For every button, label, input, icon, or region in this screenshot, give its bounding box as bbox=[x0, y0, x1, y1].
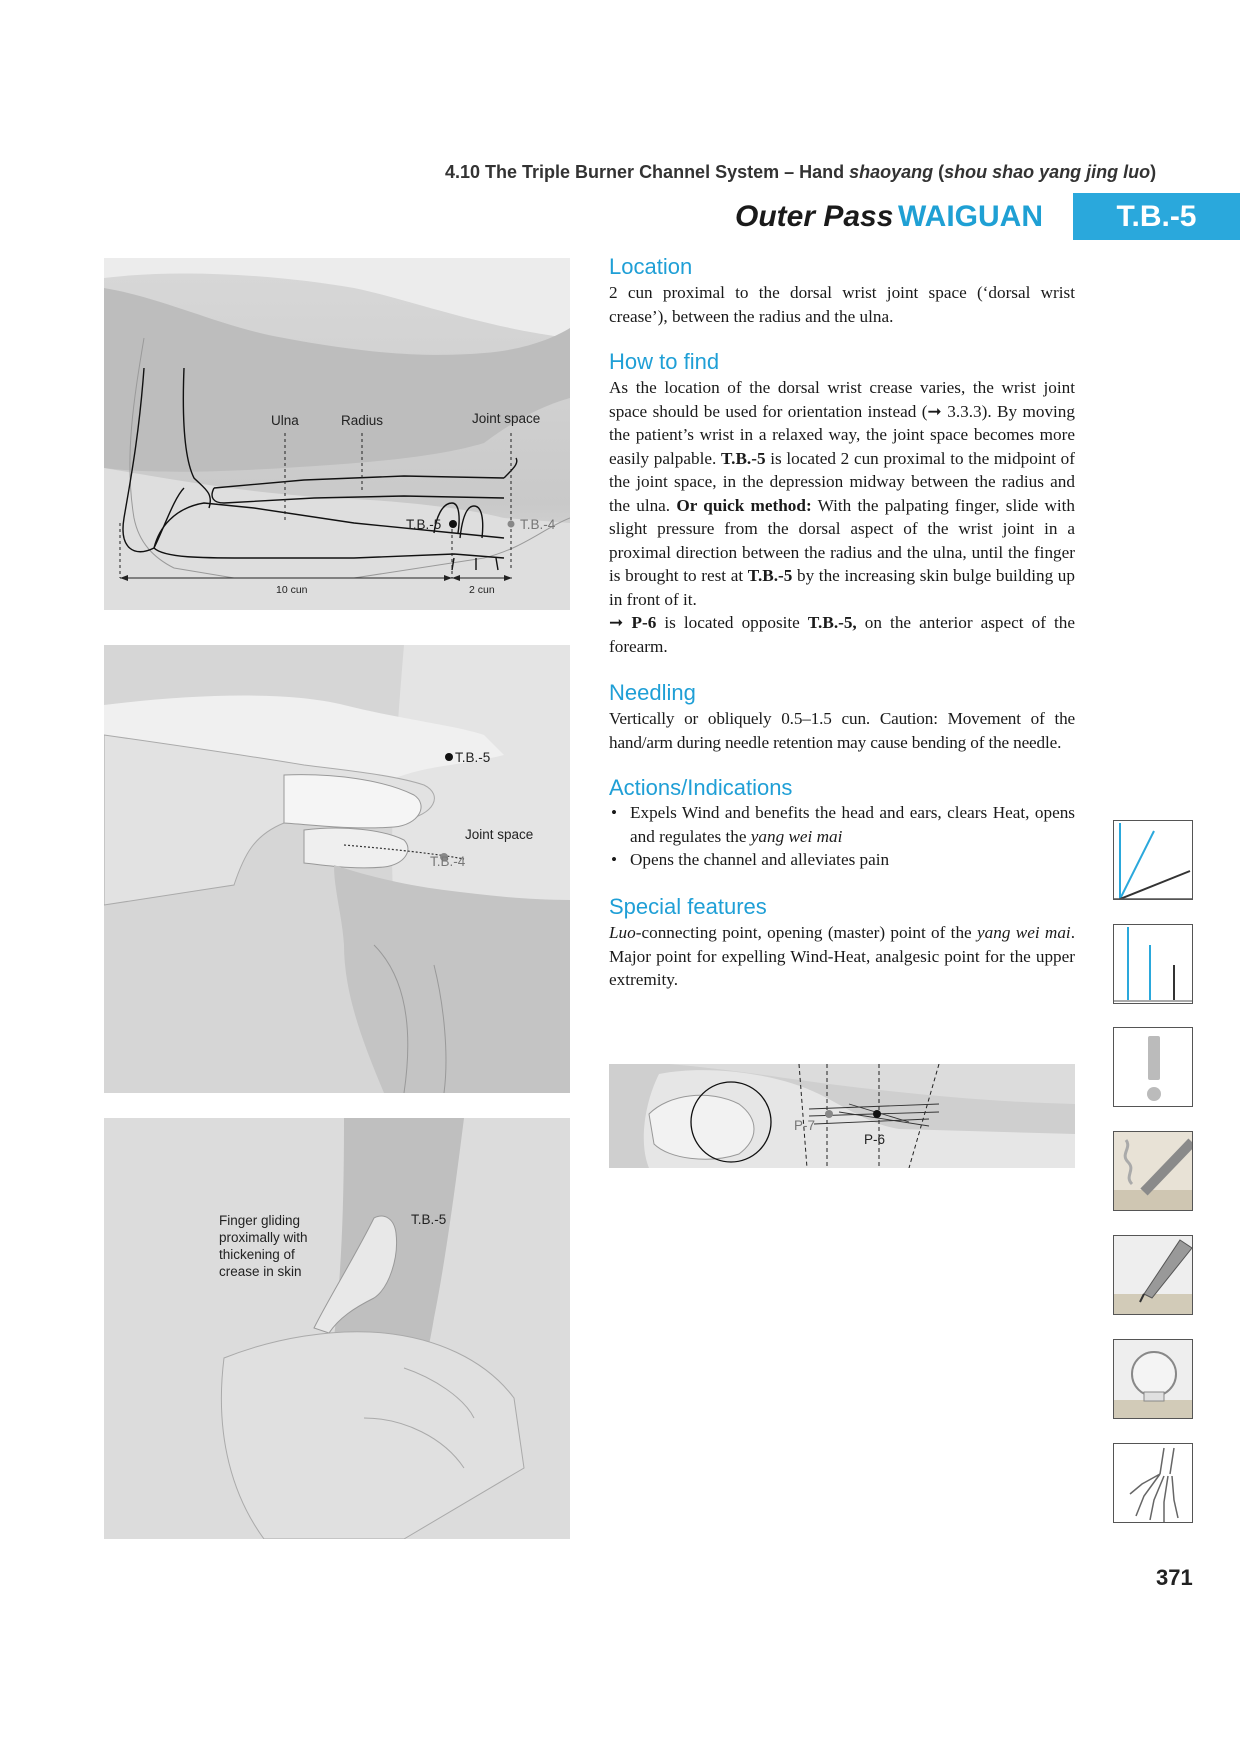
label-tb4: T.B.-4 bbox=[520, 517, 556, 532]
figure-finger-gliding bbox=[104, 1118, 570, 1539]
how-to-find-text: As the location of the dorsal wrist crease varies, the wrist joint space should be used for orientation instead (➞ 3.3.3). By moving the patient’s wrist in a relaxed way, the joint space becomes more easily palpable. T.B.-5 is located 2 cun proximal to the midpoint of the joint space, in the depression midway between the radius and the ulna. Or quick method: With the palpating finger, slide with slight pressure from the dorsal aspect of the wrist joint in a proximal direction between the radius and the ulna, until the finger is brought to rest at T.B.-5 by the increasing skin bulge building up in front of it. ➞ P-6 is located opposite T.B.-5, on the anterior aspect of the forearm. bbox=[609, 378, 1076, 656]
label-ulna: Ulna bbox=[271, 413, 299, 428]
page-number: 371 bbox=[1156, 1565, 1193, 1590]
label-tb5: T.B.-5 bbox=[455, 750, 491, 765]
needling-text: Vertically or obliquely 0.5–1.5 cun. Caution: Movement of the hand/arm during needle retention may cause bending of the needle. bbox=[609, 709, 1075, 752]
label-p6: P-6 bbox=[864, 1132, 886, 1147]
caption-finger-gliding: Finger gliding proximally with thickening of crease in skin bbox=[219, 1213, 308, 1279]
figure-anterior-wrist bbox=[609, 1064, 1075, 1168]
forearm-illustration bbox=[104, 258, 570, 610]
label-10-cun: 10 cun bbox=[276, 584, 308, 596]
point-code-badge: T.B.-5 bbox=[1073, 193, 1240, 240]
location-text: 2 cun proximal to the dorsal wrist joint space (‘dorsal wrist crease’), between the radius and the ulna. bbox=[609, 283, 1075, 326]
label-joint-space: Joint space bbox=[472, 411, 541, 426]
point-english-name: Outer Pass bbox=[735, 200, 894, 233]
point-pinyin-name: WAIGUAN bbox=[898, 200, 1043, 233]
label-tb5: T.B.-5 bbox=[406, 517, 442, 532]
label-radius: Radius bbox=[341, 413, 384, 428]
needle-depth-icon bbox=[1113, 924, 1193, 1004]
hand-skeleton-icon bbox=[1113, 1443, 1193, 1523]
caution-icon bbox=[1113, 1027, 1193, 1107]
figure-palpation-joint-space bbox=[104, 645, 570, 1093]
figure-forearm-bones bbox=[104, 258, 570, 610]
label-p7: P-7 bbox=[794, 1118, 816, 1133]
heading-actions-indications: Actions/Indications bbox=[609, 775, 793, 800]
cupping-icon bbox=[1113, 1339, 1193, 1419]
actions-list bbox=[609, 801, 1075, 872]
moxa-stick-icon bbox=[1113, 1131, 1193, 1211]
heading-how-to-find: How to find bbox=[609, 349, 720, 374]
special-features-text: Luo-connecting point, opening (master) point of the yang wei mai. Major point for expelling Wind-Heat, analgesic point for the upper extremity. bbox=[609, 923, 1075, 989]
label-2-cun: 2 cun bbox=[469, 584, 495, 596]
heading-special-features: Special features bbox=[609, 894, 767, 919]
chapter-title: 4.10 The Triple Burner Channel System – Hand shaoyang (shou shao yang jing luo) bbox=[445, 162, 1157, 182]
label-tb5: T.B.-5 bbox=[411, 1212, 447, 1227]
list-item: • Expels Wind and benefits the head and ears, clears Heat, opens and regulates the yang wei mai bbox=[609, 801, 1075, 848]
heading-location: Location bbox=[609, 254, 693, 279]
list-item: • Opens the channel and alleviates pain bbox=[609, 848, 1075, 872]
heading-needling: Needling bbox=[609, 680, 696, 705]
label-tb4: T.B.-4 bbox=[430, 854, 466, 869]
label-joint-space: Joint space bbox=[465, 827, 534, 842]
cutting-needle-icon bbox=[1113, 1235, 1193, 1315]
needle-angles-icon bbox=[1113, 820, 1193, 900]
actions-list-wrap bbox=[609, 801, 1075, 872]
